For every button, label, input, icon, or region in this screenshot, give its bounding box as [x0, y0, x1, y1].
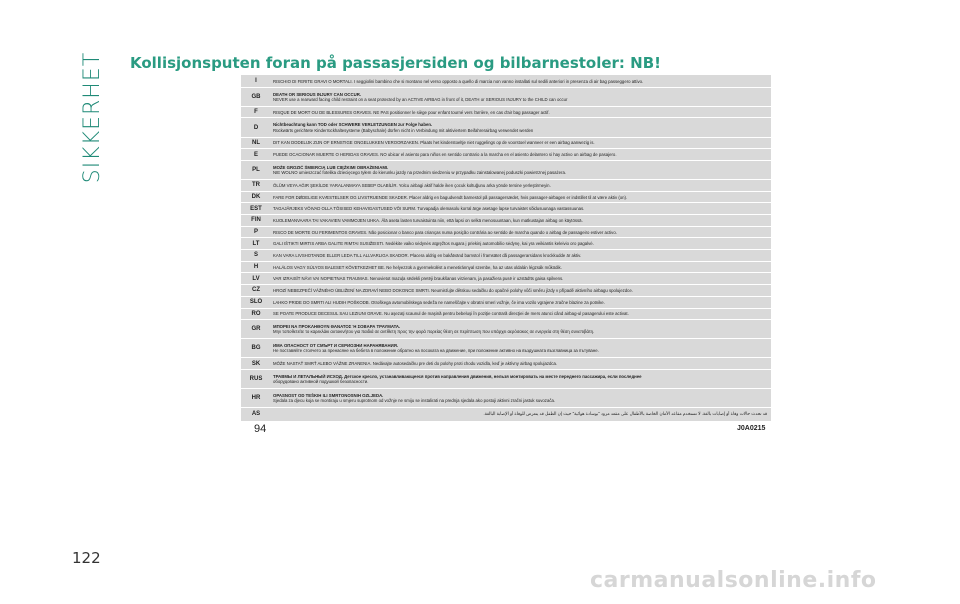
- warning-text: [271, 276, 771, 281]
- warning-line-1: SE POATE PRODUCE DECESUL SAU LEZIUNI GRAVE. Nu aşezaţi scaunul de maşină pentru bebeluşi în poziţie contrară direcţiei de mers atunci când airbag-ul pasagerului este activat.: [273, 311, 629, 317]
- language-code: EST: [250, 205, 262, 212]
- warning-text: [271, 206, 771, 211]
- warning-line-1: MÔŽE NASTAŤ SMRŤ ALEBO VÁŽNE ZRANENIA. Nedávajte autosedačku pre deti do polohy proti chodu vozidla, keď je aktívny airbag spolujazdca.: [273, 361, 558, 367]
- warning-text: [271, 140, 771, 145]
- language-code: GB: [251, 93, 261, 100]
- warning-row-hr: [241, 389, 771, 408]
- warning-text: [271, 110, 771, 115]
- warning-row-e: [241, 149, 771, 161]
- warning-line-1: PUEDE OCACIONAR MUERTE O HERIDAS GRAVES. NO ubicar el asiento para niños en sentido contrario a la marcha en el asiento delantero si hay activo un airbag de pasajero.: [273, 152, 617, 158]
- warning-line-2: Rückwärts gerichtete Kinderrückhaltesysteme (Babyschale) dürfen nicht in Verbindung mit aktiviertem Beifahrerairbag verwendet werden: [273, 127, 534, 133]
- warning-line-2: оборудовано активной подушкой безопасности.: [273, 379, 369, 385]
- warning-row-slo: [241, 297, 771, 309]
- section-label-text: SIKKERHET: [80, 51, 106, 183]
- language-code: SK: [251, 360, 261, 367]
- warning-row-ro: [241, 309, 771, 321]
- warning-text: [271, 253, 771, 258]
- language-code: SLO: [249, 299, 263, 306]
- warning-line-1: KUOLEMANVAARA TAI VAKAVIEN VAMMOJEN UHKA. Älä aseta lasten turvaistuinta niin, että lapsi on selkä menosuuntaan, kun matkustajan airbag on käytössä.: [273, 217, 583, 223]
- language-code: LV: [252, 275, 260, 282]
- warning-line-1: ΜΠΟΡΕΙ ΝΑ ΠΡΟΚΛΗΘΟΥΝ ΘΑΝΑΤΟΣ Ή ΣΟΒΑΡΑ ΤΡΑΥΜΑΤΑ.: [273, 324, 401, 330]
- language-code: CZ: [252, 287, 260, 294]
- warning-line-1: RISQUE DE MORT OU DE BLESSURES GRAVES. NE PAS positionner le siège pour enfant tourné vers l'arrière, en cas d'air bag passager actif.: [273, 109, 550, 115]
- warning-row-as: [241, 408, 771, 419]
- language-code: RUS: [249, 376, 263, 383]
- language-code: D: [253, 124, 259, 131]
- warning-row-tr: [241, 180, 771, 192]
- warning-text: [271, 79, 771, 84]
- warning-text: [271, 343, 771, 353]
- page-title: Kollisjonsputen foran på passasjersiden og bilbarnestoler: NB!: [130, 54, 661, 72]
- warning-line-1: ИМА ОПАСНОСТ ОТ СМЪРТ И СЕРИОЗНИ НАРАНЯВАНИЯ.: [273, 343, 398, 349]
- language-code: PL: [252, 167, 260, 174]
- warning-row-fin: [241, 215, 771, 227]
- warning-row-s: [241, 250, 771, 262]
- warning-text: [271, 183, 771, 188]
- warning-text: [271, 393, 771, 403]
- warning-line-1: قد تحدث حالات وفاة أو إصابات بالغة. لا تستخدم مقاعد الأمان الخاصة بالأطفال على مقعد مزود "بوسادة هوائية" حيث إن الطفل قد يتعرض للوفاة أو الإصابة البالغة.: [483, 411, 767, 417]
- warning-line-2: NIE WOLNO umieszczać fotelika dziecięcego tyłem do kierunku jazdy na przednim siedzeniu w przypadku zainstalowanej poduszki powietrznej pasażera.: [273, 170, 567, 176]
- warning-text: [271, 165, 771, 175]
- warning-text: [271, 195, 771, 200]
- language-code: BG: [251, 345, 261, 352]
- warning-row-d: [241, 118, 771, 137]
- warning-text: [271, 230, 771, 235]
- warning-text: [271, 324, 771, 334]
- warning-row-pl: [241, 161, 771, 180]
- warning-text: [271, 218, 771, 223]
- warning-line-1: DIT KAN DODELIJK ZIJN OF ERNSTIGE ONGELUKKEN VEROORZAKEN. Plaats het kinderstoeltje niet ruggelings op de voorstoel wanneer er een airbag aanwezig is.: [273, 140, 595, 146]
- warning-row-gb: [241, 88, 771, 107]
- language-code: HR: [251, 395, 261, 402]
- watermark: carmanualsonline.info: [590, 568, 877, 593]
- warning-row-sk: [241, 358, 771, 370]
- warning-line-1: DEATH OR SERIOUS INJURY CAN OCCUR.: [273, 91, 362, 97]
- language-code: AS: [251, 410, 261, 417]
- language-code: GR: [251, 326, 261, 333]
- warning-line-1: HROZÍ NEBEZPEČÍ VÁŽNÉHO ÚBLIŽENÍ NA ZDRAVÍ NEBO DOKONCE SMRTI. Neumisťujte dětskou sedačku do opačné polohy vůči směru jízdy v případě aktivního airbagu spolujezdce.: [273, 287, 633, 293]
- language-code: P: [253, 229, 258, 236]
- warning-line-2: Sjedala za djecu koja se montiraju u smjeru suprotnom od vožnje ne smiju se instalirati na prednja sjedala ako postoji aktivni zračni jastuk suvozača.: [273, 398, 556, 404]
- warning-text: [271, 152, 771, 157]
- warning-row-lv: [241, 273, 771, 285]
- warning-row-nl: [241, 138, 771, 150]
- warning-row-dk: [241, 192, 771, 204]
- warning-row-h: [241, 262, 771, 274]
- warning-row-i: [241, 76, 771, 88]
- warning-text: [271, 241, 771, 246]
- language-code: I: [255, 78, 257, 85]
- language-code: F: [254, 109, 258, 116]
- warning-line-1: KAN VARA LIVSHOTANDE ELLER LEDA TILL ALLVARLIGA SKADOR. Placera aldrig en bakåtvänd barnstol i framsätet då passagerarsidans krockkudde är aktiv.: [273, 252, 582, 258]
- warning-line-1: HALÁLOS VAGY SÚLYOS BALESET KÖVETKEZHET BE. Ne helyezzük a gyermekülést a menetiránnyal szembe, ha az utas oldalán légzsák működik.: [273, 264, 562, 270]
- warning-text: [271, 265, 771, 270]
- language-code: H: [253, 264, 259, 271]
- warning-row-bg: [241, 339, 771, 358]
- language-code: RO: [251, 310, 261, 317]
- warning-row-lt: [241, 238, 771, 250]
- warning-row-rus: [241, 370, 771, 389]
- warning-line-1: ÖLÜM VEYA AĞIR ŞEKİLDE YARALANMAYA SEBEP OLABİLİR. Yolcu airbagi aktif halde iken çocuk koltuğunu arka yönde tersine yerleştirmeyin.: [273, 182, 551, 188]
- warning-line-1: ТРАВМЫ И ЛЕТАЛЬНЫЙ ИСХОД. Детское кресло, устанавливающееся против направления движения, нельзя монтировать на месте переднего пассажира, если последнее: [273, 373, 642, 379]
- warning-line-1: FARE FOR DØDELIGE KVÆSTELSER OG LIVSTRUENDE SKADER. Placer aldrig en bagudvendt barnestol på passagersædet, hvis passager-airbagen er indstillet til at være aktiv (on).: [273, 194, 628, 200]
- warning-line-2: Не поставяйте столчето за пренасяне на бебета в положение обратно на посоката на движение, при положение активно на въздушната възглавница за пътуване.: [273, 348, 599, 354]
- warning-text: [271, 92, 771, 102]
- table-page-number: 94: [254, 423, 267, 435]
- language-code: FIN: [251, 217, 261, 224]
- language-code: NL: [252, 139, 260, 146]
- warning-line-1: GALI IŠTIKTI MIRTIS ARBA GALITE RIMTAI SUSIŽEISTI. Nedėkite vaiko sėdynės atgręžtos nugara į priekinį automobilio sėdynę, kai yra veikiantis keleivio oro pagalvė.: [273, 241, 594, 247]
- warning-line-1: LAHKO PRIDE DO SMRTI ALI HUDIH POŠKODB. Otroškega avtomobilskega sedeža ne nameščajte v obratni smeri vožnje, če ima vozilo vgrajene zračne blazine za potnike.: [273, 299, 605, 305]
- warning-line-1: RISCHIO DI FERITE GRAVI O MORTALI. I seggiolini bambino che si montano nel verso opposto a quello di marcia non vanno installati sul sedili anteriori in presenza di air bag passeggero attivo.: [273, 78, 644, 84]
- warning-line-1: VAR IZRAISĪT NĀVI VAI NOPIETNAS TRAUMAS. Nenovietot mazuļa sēdekli pretēji braukšanas virzienam, ja pasažiera pusē ir uzstādīts gaisa spilvens.: [273, 276, 564, 282]
- warning-line-1: OPASNOST OD TEŠKIH ILI SMRTONOSNIH OZLJEDA.: [273, 393, 384, 399]
- language-code: S: [253, 252, 258, 259]
- warning-line-2: NEVER use a rearward facing child restraint on a seat protected by an ACTIVE AIRBAG in front of it, DEATH or SERIOUS INJURY to the CHILD can occur: [273, 96, 568, 102]
- warning-line-2: Μην τοποθετείτε το καρεκλάκι αυτοκινήτου για παιδιά σε αντίθετη προς την φορά πορείας θέση σε περίπτωση που υπάρχει αερόσακος σε ενεργεία στη θέση συνεπιβάτη.: [273, 329, 595, 335]
- warning-row-est: [241, 203, 771, 215]
- warning-text: [271, 411, 771, 416]
- warning-row-gr: [241, 320, 771, 339]
- image-code: J0A0215: [737, 425, 766, 432]
- warning-line-1: TAGAJÄRJEKS VÕIVAD OLLA TÕSISED KEHAVIGASTUSED VÕI SURM. Turvapadja olemasolu korral ärge asetage lapse turvaistet sõidusuunaga vastassuunas.: [273, 206, 585, 212]
- warning-row-f: [241, 107, 771, 119]
- warning-text: [271, 361, 771, 366]
- airbag-warning-table: [241, 75, 771, 421]
- warning-line-1: MOŻE GROZIĆ ŚMIERCIĄ LUB CIĘŻKIMI OBRAŻENIAMI.: [273, 164, 389, 170]
- warning-line-1: RISCO DE MORTE OU FERIMENTOS GRAVES. Não posicionar o banco para crianças numa posição contrária ao sentido de marcha quando o airbag de passageiro estiver activo.: [273, 229, 617, 235]
- section-side-label: [78, 52, 108, 182]
- warning-text: [271, 122, 771, 132]
- language-code: DK: [251, 194, 261, 201]
- warning-text: [271, 288, 771, 293]
- language-code: E: [253, 151, 258, 158]
- warning-row-p: [241, 227, 771, 239]
- warning-text: [271, 374, 771, 384]
- warning-text: [271, 311, 771, 316]
- warning-row-cz: [241, 285, 771, 297]
- language-code: TR: [252, 182, 260, 189]
- warning-text: [271, 300, 771, 305]
- warning-line-1: Nichtbeachtung kann TOD oder SCHWERE VERLETZUNGEN zur Folge haben.: [273, 122, 433, 128]
- language-code: LT: [252, 240, 260, 247]
- page-number: 122: [72, 549, 101, 567]
